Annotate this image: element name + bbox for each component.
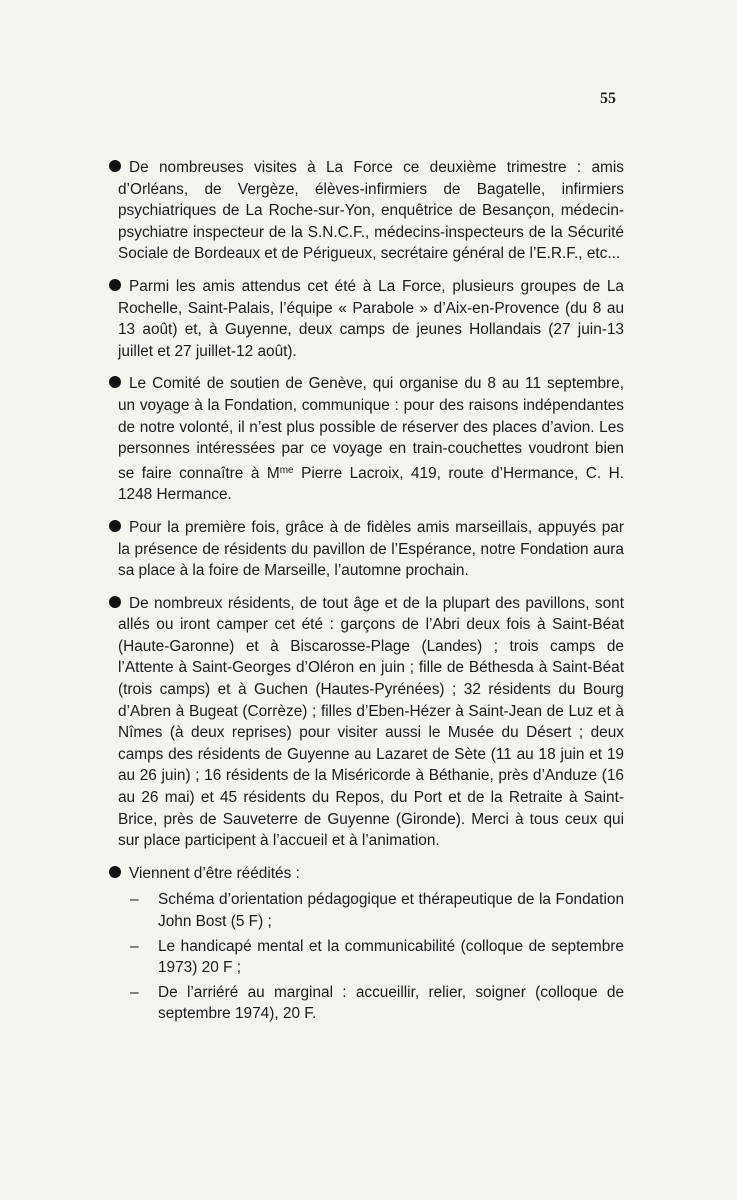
paragraph-text: De nombreux résidents, de tout âge et de la plupart des pavillons, sont allés ou iront camper cet été : garçons de l’Abri deux fois à Saint-Béat (Haute-Garonne) et à Biscarosse-Plage (Landes) ; trois camps de l’Attente à Saint-Georges d’Oléron en juin ; fille de Béthesda à Saint-Béat (trois camps) et à Guchen (Hautes-Pyrénées) ; 32 résidents du Bourg d’Abren à Bugeat (Corrèze) ; filles d’Eben-Hézer à Saint-Jean de Luz et à Nîmes (à deux reprises) pour visiter aussi le Musée du Désert ; deux camps des résidents de Guyenne au Lazaret de Sète (11 au 18 juin et 19 au 26 juin) ; 16 résidents de la Miséricorde à Béthanie, près d’Anduze (16 au 26 mai) et 45 résidents du Repos, du Port et de la Retraite à Saint-Brice, près de Sauveterre de Guyenne (Gironde). Merci à tous ceux qui sur place participent à l’accueil et à l’animation. [118,594,624,850]
paragraph-foire-marseille [118,517,624,582]
paragraph-text: Pour la première fois, grâce à de fidèles amis marseillais, appuyés par la présence de résidents du pavillon de l’Espérance, notre Fondation aura sa place à la foire de Marseille, l’automne prochain. [118,518,624,580]
page-number: 55 [600,90,616,107]
paragraph-text: Parmi les amis attendus cet été à La Force, plusieurs groupes de La Rochelle, Saint-Palais, l’équipe « Parabole » d’Aix-en-Provence (du 8 au 13 août) et, à Guyenne, deux camps de jeunes Hollandais (27 juin-13 juillet et 27 juillet-12 août). [118,277,624,360]
bullet-icon [109,520,121,532]
list-item [118,936,624,979]
list-item [118,889,624,932]
list-item-text: Le handicapé mental et la communicabilité (colloque de septembre 1973) 20 F ; [158,937,624,977]
paragraph-visites [118,157,624,265]
paragraph-amis-attendus [118,276,624,362]
bullet-icon [109,376,121,388]
list-item-text: De l’arriéré au marginal : accueillir, relier, soigner (colloque de septembre 1974), 20 F. [158,983,624,1023]
dash-marker: – [130,891,139,909]
paragraph-text: Le Comité de soutien de Genève, qui organise du 8 au 11 septembre, un voyage à la Fondation, communique : pour des raisons indépendantes de notre volonté, il n’est plus possible de réserver des places d’avion. Les personnes intéressées par ce voyage en train-couchettes voudront bien se faire connaître à M [118,375,624,482]
paragraph-text: Pierre Lacroix, 419, route d’Hermance, C. H. 1248 Hermance. [118,464,624,504]
bullet-icon [109,279,121,291]
bullet-icon [109,866,121,878]
paragraph-reedites-intro [118,863,624,885]
bullet-icon [109,160,121,172]
bullet-icon [109,596,121,608]
paragraph-comite-geneve [118,373,624,506]
paragraph-camps [118,593,624,852]
list-item [118,982,624,1025]
page-body [118,157,624,1028]
dash-marker: – [130,937,139,955]
dash-marker: – [130,983,139,1001]
reedites-list [118,889,624,1025]
list-item-text: Schéma d’orientation pédagogique et thérapeutique de la Fondation John Bost (5 F) ; [158,891,624,930]
superscript-me: me [279,464,294,476]
paragraph-text: Viennent d’être réédités : [129,864,300,882]
paragraph-text: De nombreuses visites à La Force ce deuxième trimestre : amis d’Orléans, de Vergèze, élèves-infirmiers de Bagatelle, infirmiers psychiatriques de La Roche-sur-Yon, enquêtrice de Besançon, médecin-psychiatre inspecteur de la S.N.C.F., médecins-inspecteurs de la Sécurité Sociale de Bordeaux et de Périgueux, secrétaire général de l’E.R.F., etc... [118,159,624,263]
